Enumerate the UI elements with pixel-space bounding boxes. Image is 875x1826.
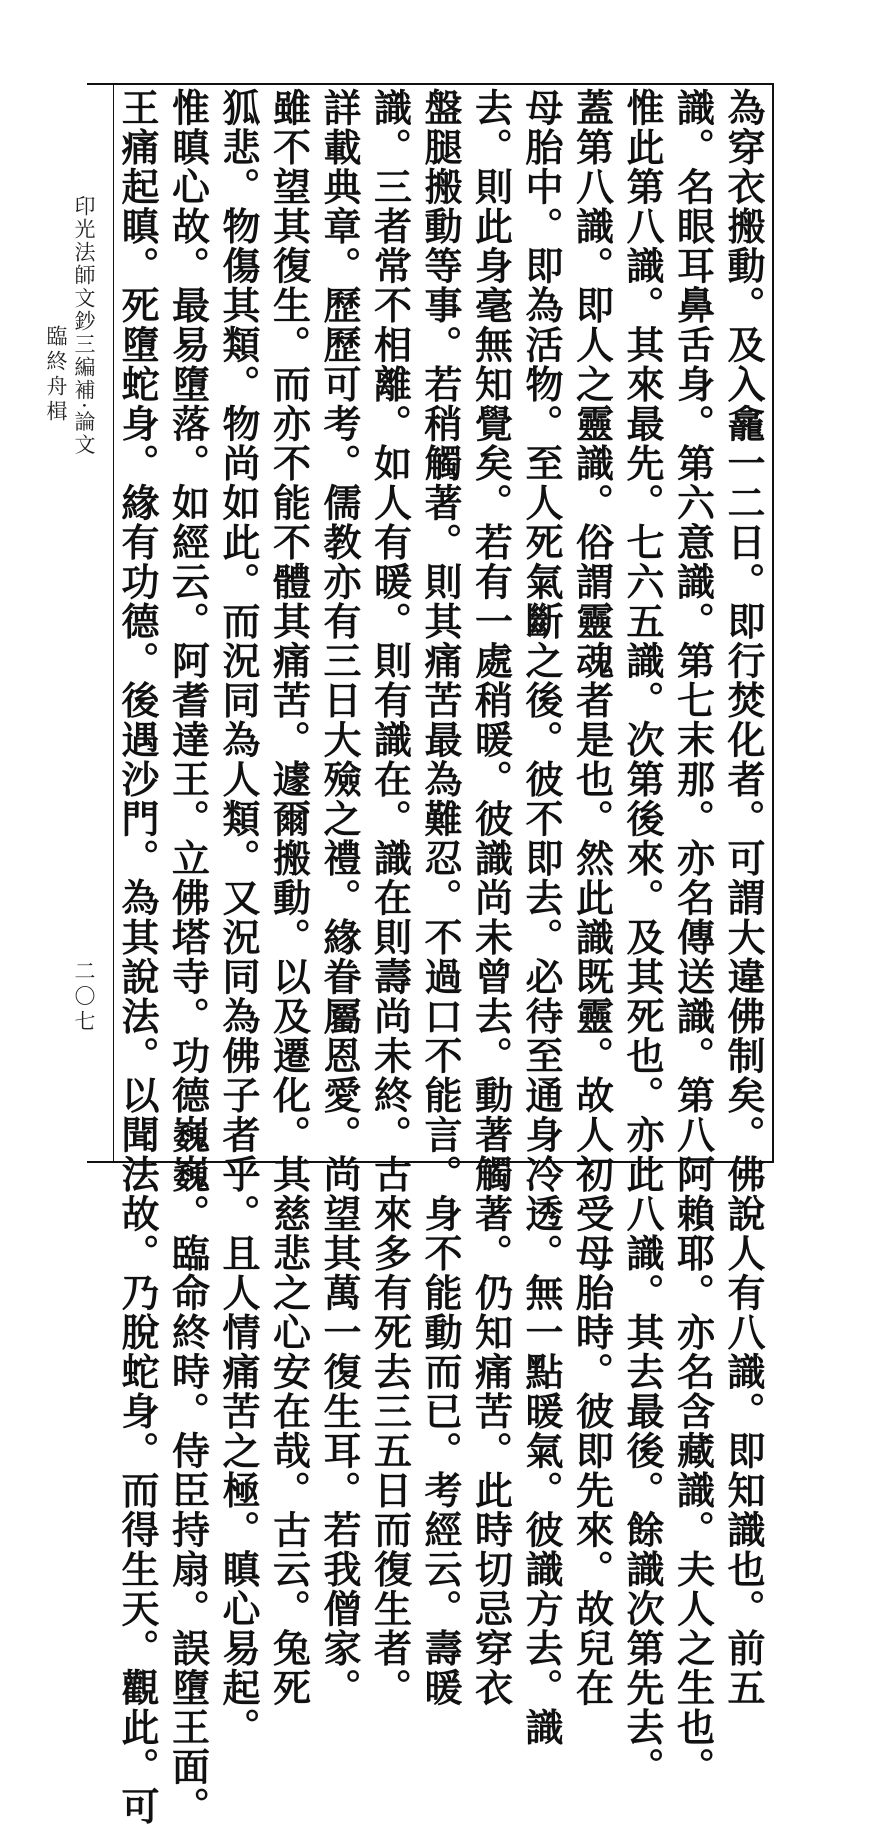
frame-border-right	[772, 83, 774, 1163]
text-column: 去。則此身毫無知覺矣。若有一處稍暖。彼識尚未曾去。動著觸著。仍知痛苦。此時切忌穿衣	[468, 88, 514, 1708]
text-column: 雖不望其復生。而亦不能不體其痛苦。遽爾搬動。以及遷化。其慈悲之心安在哉。古云。兔死	[266, 88, 312, 1708]
text-column: 盤腿搬動等事。若稍觸著。則其痛苦最為難忍。不過口不能言。身不能動而已。考經云。壽暖	[418, 88, 463, 1708]
text-column: 識。三者常不相離。如人有暖。則有識在。識在則壽尚未終。古來多有死去三五日而復生者。	[367, 88, 413, 1708]
text-column: 狐悲。物傷其類。物尚如此。而況同為人類。又況同為佛子者乎。且人情痛苦之極。瞋心易起。	[216, 88, 261, 1747]
text-column: 蓋第八識。即人之靈識。俗謂靈魂者是也。然此識既靈。故人初受母胎時。彼即先來。故兒在	[569, 88, 615, 1708]
text-column: 惟瞋心故。最易墮落。如經云。阿耆達王。立佛塔寺。功德巍巍。臨命終時。侍臣持扇。誤墮王面。	[165, 88, 211, 1826]
frame-border-top	[87, 83, 773, 85]
text-column: 為穿衣搬動。及入龕一二日。即行焚化者。可謂大違佛制矣。佛說人有八識。即知識也。前五	[721, 88, 766, 1708]
text-column: 識。名眼耳鼻舌身。第六意識。第七末那。亦名傳送識。第八阿賴耶。亦名含藏識。夫人之生也。	[670, 88, 716, 1787]
text-column: 母胎中。即為活物。至人死氣斷之後。彼不即去。必待至通身冷透。無一點暖氣。彼識方去。識	[519, 88, 564, 1747]
text-column: 詳載典章。歷歷可考。儒教亦有三日大殮之禮。緣眷屬恩愛。尚望其萬一復生耳。若我僧家。	[317, 88, 362, 1708]
body-text	[115, 88, 768, 1826]
text-column: 王痛起瞋。死墮蛇身。緣有功德。後遇沙門。為其說法。以聞法故。乃脫蛇身。而得生天。觀此。可	[115, 88, 160, 1826]
book-title: 印光法師文鈔三編補·論文	[72, 195, 96, 457]
page-number: 二〇七	[72, 960, 96, 1035]
section-title: 臨終舟楫	[44, 325, 68, 425]
text-column: 惟此第八識。其來最先。七六五識。次第後來。及其死也。亦此八識。其去最後。餘識次第先去。	[620, 88, 665, 1787]
